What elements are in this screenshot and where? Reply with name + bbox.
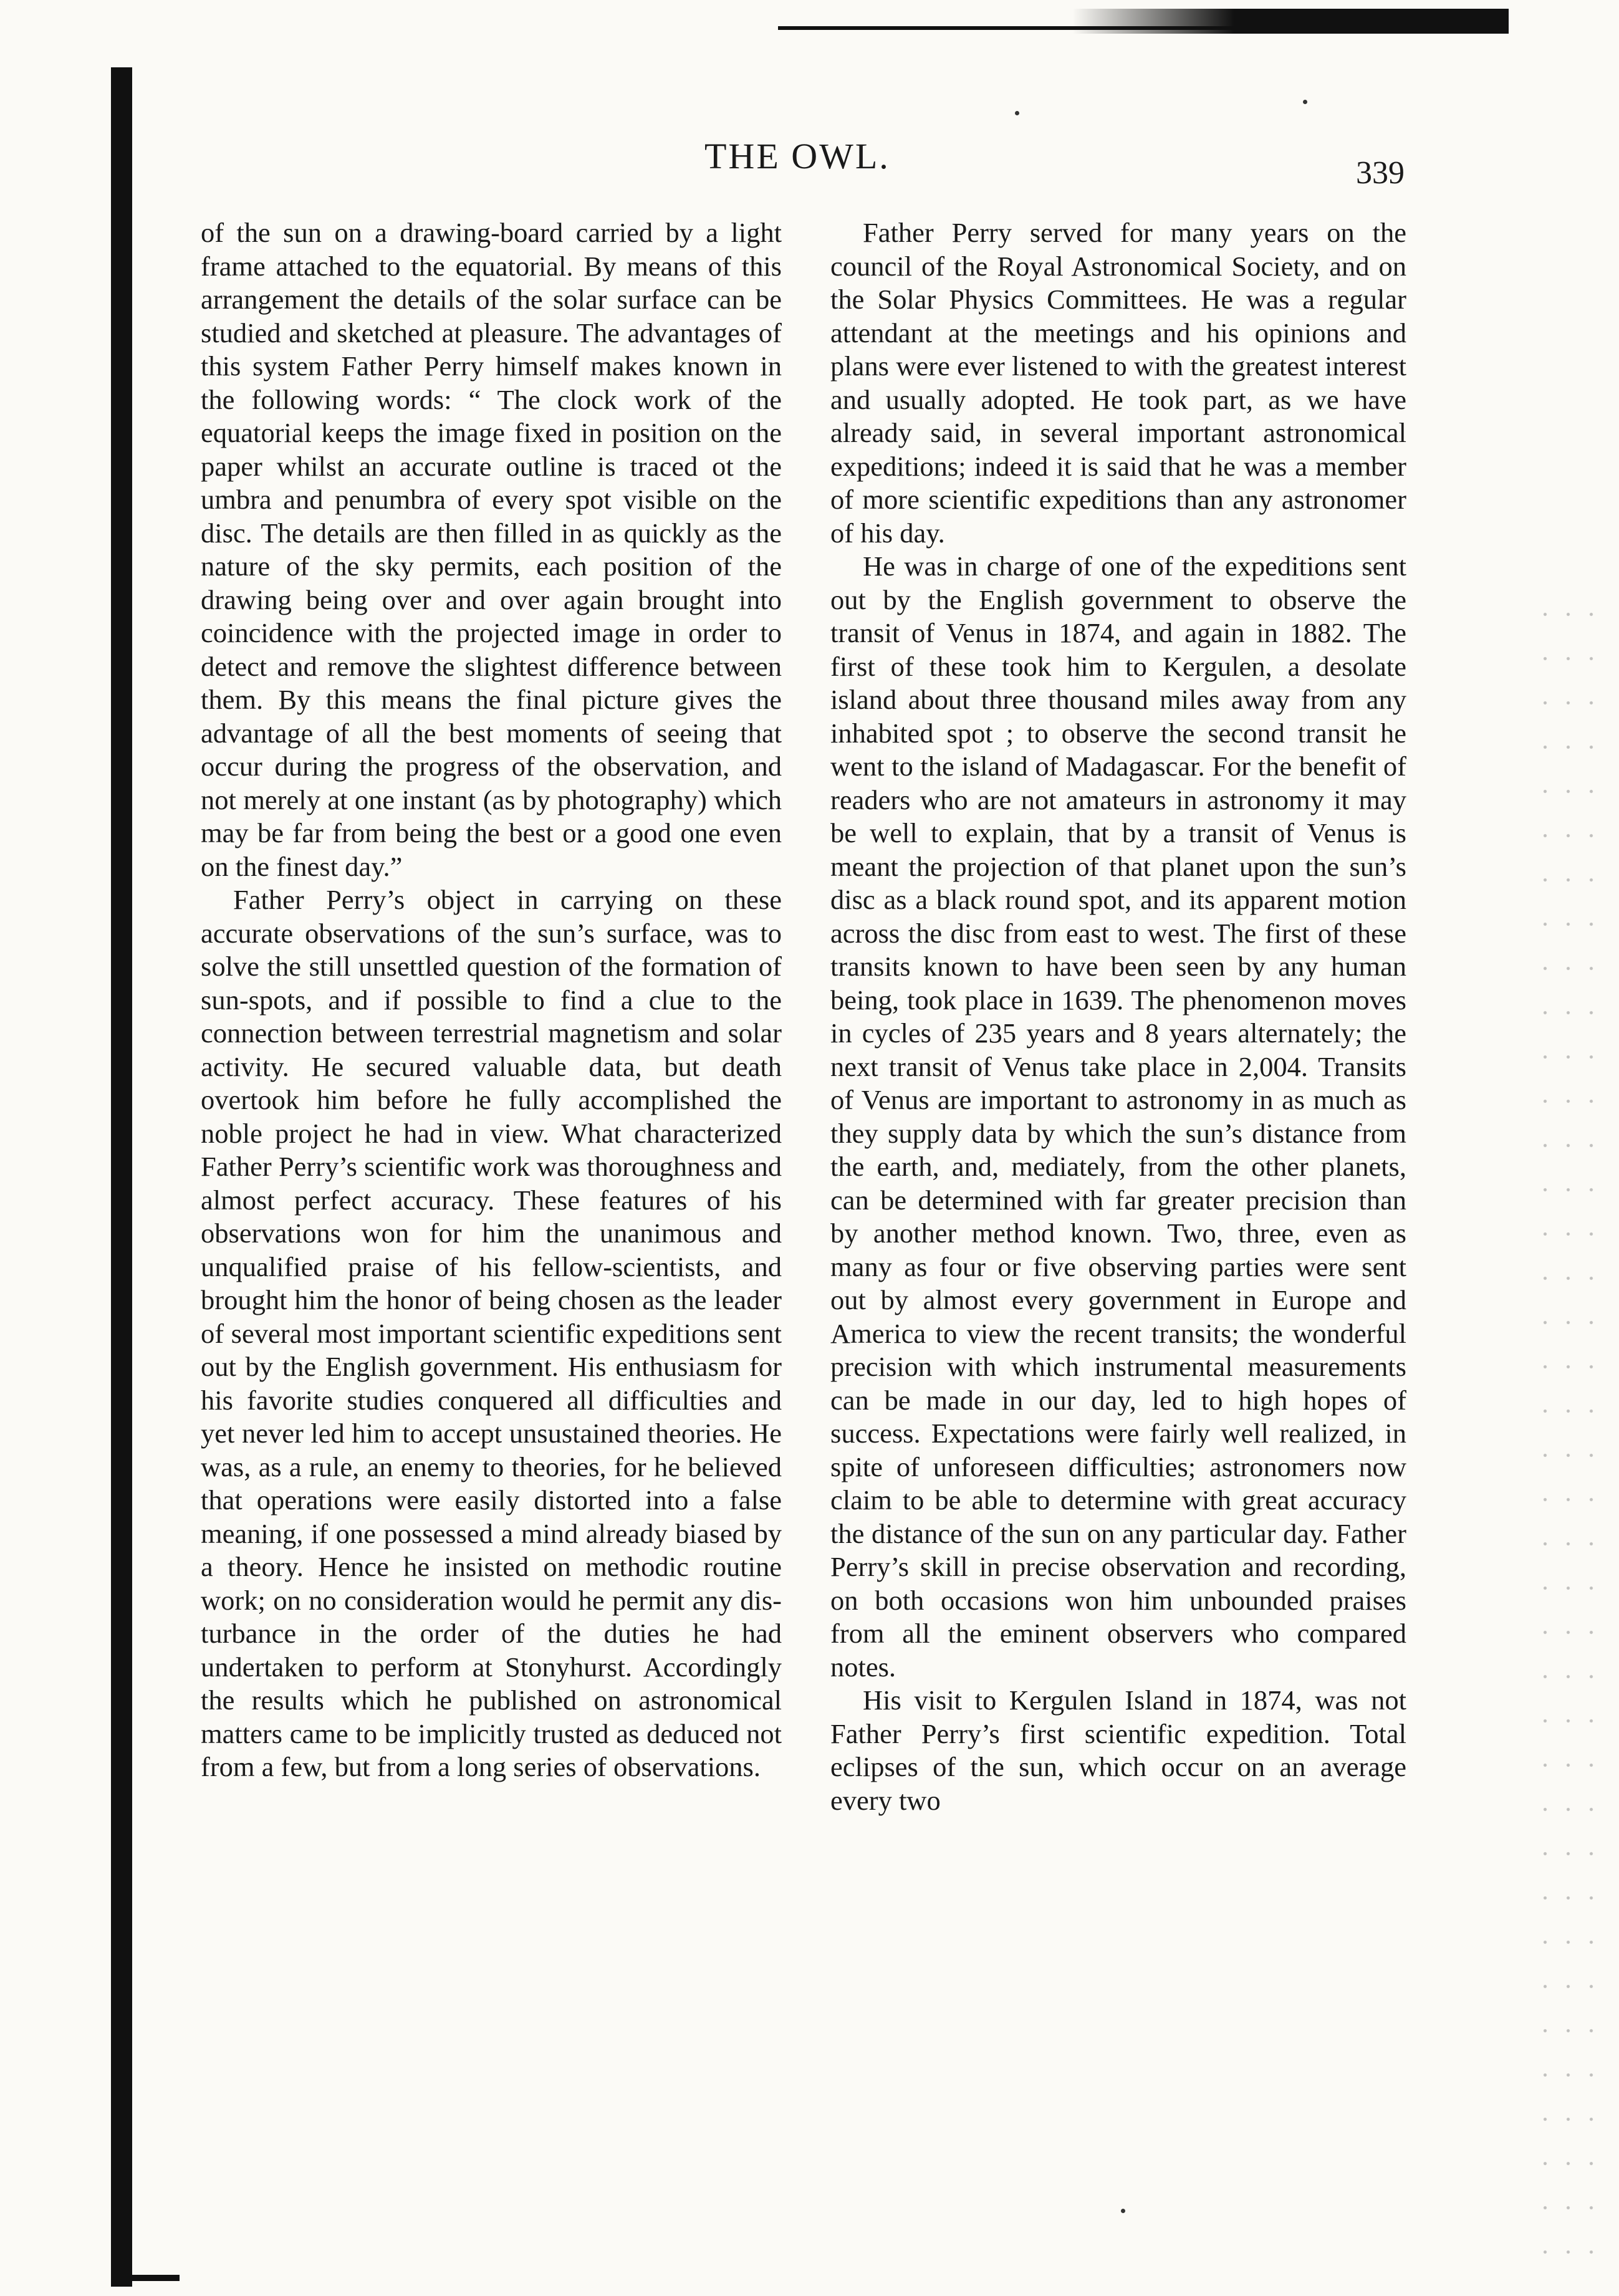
- right-text-column: [830, 216, 1406, 1817]
- left-paragraph-1: of the sun on a drawing-board carried by a light frame attached to the equatorial. By means of this arrangement the details of the solar surface can be studied and sketched at pleasure. The advantages of this system Father Perry himself makes known in the following words: “ The clock work of the equatorial keeps the image fixed in position on the paper whilst an accurate outline is traced ot the umbra and penumbra of every spot visible on the disc. The details are then filled in as quickly as the nature of the sky permits, each position of the drawing being over and over again brought into coincidence with the projected image in order to detect and remove the slightest difference between them. By this means the final picture gives the advantage of all the best moments of seeing that occur during the progress of the observation, and not merely at one instant (as by photography) which may be far from being the best or a good one even on the finest day.”: [201, 217, 782, 882]
- scan-speck: [1303, 100, 1307, 104]
- binding-edge-foot: [111, 2275, 180, 2281]
- left-text-column: [201, 216, 782, 1784]
- right-paragraph-2: He was in charge of one of the expeditions sent out by the English government to observe the transit of Venus in 1874, and again in 1882. The first of these took him to Kergulen, a desolate island about three thousand miles away from any inhabited spot ; to observe the second transit he went to the island of Madagascar. For the benefit of readers who are not amateurs in astronomy it may be well to explain, that by a transit of Venus is meant the projection of that planet upon the sun’s disc as a black round spot, and its apparent motion across the disc from east to west. The first of these transits known to have been seen by any human being, took place in 1639. The phenomenon moves in cycles of 235 years and 8 years alternately; the next transit of Venus take place in 2,004. Transits of Venus are important to astronomy in as much as they supply data by which the sun’s distance from the earth, and, mediately, from the other planets, can be determined with far greater precision than by another method known. Two, three, even as many as four or five observing parties were sent out by almost every government in Europe and America to view the recent transits; the wonderful precision with which instrumental measurements can be made in our day, led to high hopes of success. Expectations were fairly well realized, in spite of unforeseen difficulties; astronomers now claim to be able to determine with great accuracy the distance of the sun on any particular day. Father Perry’s skill in precise observation and recording, on both occasions won him unbounded praises from all the eminent observers who compared notes.: [830, 550, 1406, 1683]
- left-paragraph-2: Father Perry’s object in carrying on these accurate observations of the sun’s surface, was to solve the still unsettled question of the formation of sun-spots, and if possible to find a clue to the connection between terrestrial magnetism and solar activity. He secured valuable data, but death overtook him before he fully accomplished the noble project he had in view. What characterized Father Perry’s scientific work was thoroughness and almost perfect accuracy. These features of his observations won for him the unanimous and unqualified praise of his fellow-scientists, and brought him the honor of being chosen as the leader of several most important scientific expeditions sent out by the English government. His enthusiasm for his favorite studies conquered all difficulties and yet never led him to accept unsustained theories. He was, as a rule, an enemy to theories, for he believed that operations were easily distorted into a false meaning, if one possessed a mind already biased by a theory. Hence he insisted on methodic routine work; on no consideration would he permit any disturbance in the order of the duties he had undertaken to perform at Stonyhurst. Accordingly the results which he published on astronomical matters came to be implicitly trusted as deduced not from a few, but from a long series of observations.: [201, 884, 782, 1782]
- running-title: THE OWL.: [704, 136, 890, 176]
- right-paragraph-1: Father Perry served for many years on the council of the Royal Astronomical Society, and on the Solar Physics Committees. He was a regular attendant at the meetings and his opinions and plans were ever listened to with the greatest interest and usually adopted. He took part, as we have already said, in several important astronomical expeditions; indeed it is said that he was a member of more scientific expeditions than any astronomer of his day.: [830, 217, 1406, 549]
- binding-edge-shadow: [111, 67, 132, 2287]
- scan-edge-specks: [1534, 592, 1608, 2275]
- scan-speck: [1015, 111, 1019, 115]
- top-rule-heavy-bar: [1072, 9, 1509, 34]
- scan-speck: [1121, 2209, 1125, 2213]
- page-number: 339: [1356, 155, 1405, 191]
- top-printed-rule: [778, 9, 1509, 34]
- right-paragraph-3: His visit to Kergulen Island in 1874, was not Father Perry’s first scientific expedition. Total eclipses of the sun, which occur on an average every two: [830, 1684, 1406, 1816]
